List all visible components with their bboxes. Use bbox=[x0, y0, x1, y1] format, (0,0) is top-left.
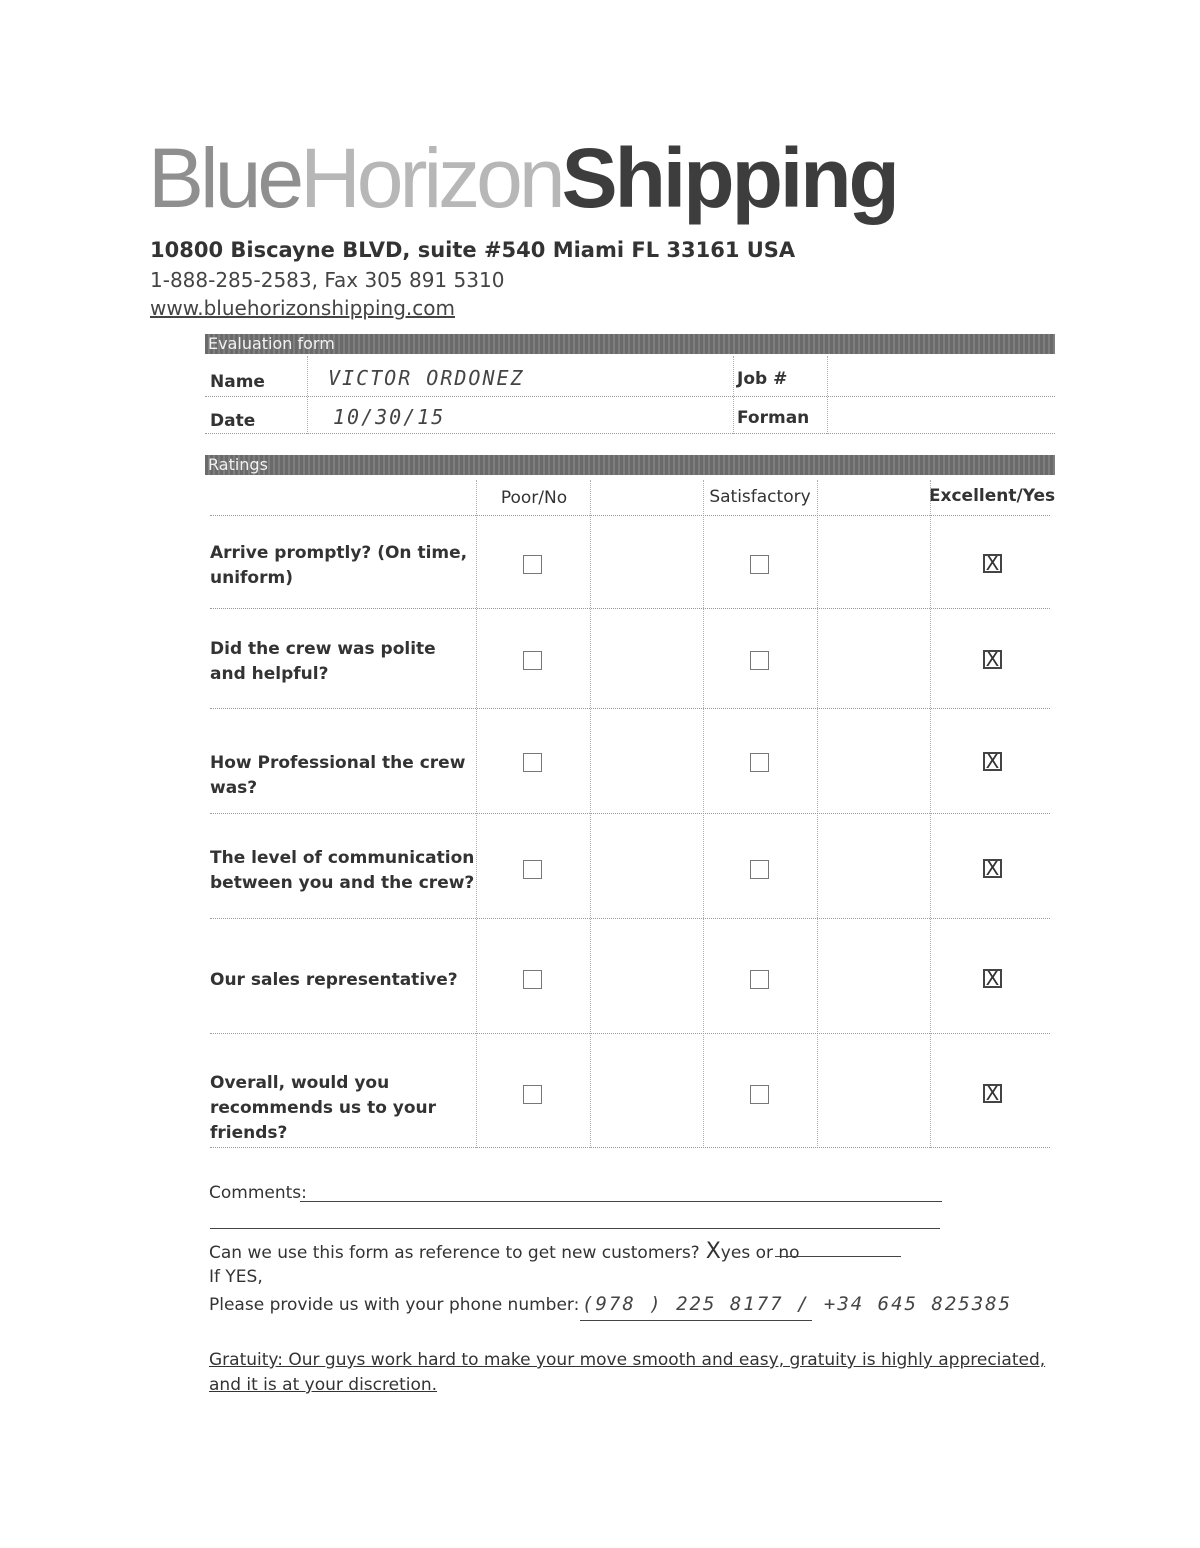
logo-part-shipping: Shipping bbox=[561, 131, 897, 225]
date-label: Date bbox=[210, 411, 256, 431]
table-divider bbox=[817, 480, 818, 1148]
table-divider bbox=[210, 1033, 1050, 1034]
table-divider bbox=[210, 813, 1050, 814]
reference-question-line bbox=[209, 1239, 800, 1264]
date-value[interactable]: 10/30/15 bbox=[333, 405, 446, 429]
checkbox-satisfactory[interactable] bbox=[750, 651, 769, 670]
checkbox-satisfactory[interactable] bbox=[750, 1085, 769, 1104]
checkbox-satisfactory[interactable] bbox=[750, 555, 769, 574]
question-professional: How Professional the crew was? bbox=[210, 753, 466, 798]
question-sales-rep: Our sales representative? bbox=[210, 970, 458, 990]
checkbox-poor[interactable] bbox=[523, 860, 542, 879]
checkbox-poor[interactable] bbox=[523, 651, 542, 670]
table-divider bbox=[930, 480, 931, 1148]
table-divider bbox=[210, 608, 1050, 609]
gratuity-note: Gratuity: Our guys work hard to make your move smooth and easy, gratuity is highly appreciated, and it is at your discretion. bbox=[209, 1350, 1046, 1395]
table-divider bbox=[703, 480, 704, 1148]
checkbox-excellent[interactable]: X bbox=[983, 1084, 1002, 1103]
question-arrive-promptly: Arrive promptly? (On time, uniform) bbox=[210, 543, 468, 588]
column-header-excellent: Excellent/Yes bbox=[928, 486, 1056, 506]
column-header-poor: Poor/No bbox=[500, 488, 568, 508]
reference-mark[interactable]: X bbox=[705, 1239, 721, 1264]
phone-value[interactable]: (978 ) 225 8177 / +34 645 825385 bbox=[582, 1293, 1013, 1315]
table-divider bbox=[476, 480, 477, 1148]
phone-prompt: Please provide us with your phone number: bbox=[209, 1295, 580, 1315]
phone-line bbox=[580, 1320, 812, 1321]
company-website[interactable]: www.bluehorizonshipping.com bbox=[150, 296, 455, 320]
table-divider bbox=[210, 515, 1050, 516]
ratings-bar: Ratings bbox=[205, 455, 1055, 475]
question-communication: The level of communication between you and the crew? bbox=[210, 848, 475, 893]
form-divider bbox=[827, 356, 828, 434]
checkbox-excellent[interactable]: X bbox=[983, 554, 1002, 573]
comments-label: Comments: bbox=[209, 1183, 307, 1203]
form-divider bbox=[205, 433, 1055, 434]
company-address: 10800 Biscayne BLVD, suite #540 Miami FL 33161 USA bbox=[150, 238, 796, 262]
if-yes-label: If YES, bbox=[209, 1267, 263, 1287]
company-logo bbox=[148, 130, 897, 230]
checkbox-satisfactory[interactable] bbox=[750, 970, 769, 989]
logo-part-horizon: Horizon bbox=[300, 131, 562, 225]
table-divider bbox=[210, 1147, 1050, 1148]
form-divider bbox=[733, 356, 734, 434]
reference-options: yes or no bbox=[720, 1243, 800, 1263]
form-divider bbox=[307, 356, 308, 434]
checkbox-satisfactory[interactable] bbox=[750, 860, 769, 879]
logo-part-blue: Blue bbox=[148, 131, 301, 225]
table-divider bbox=[210, 918, 1050, 919]
table-divider bbox=[590, 480, 591, 1148]
comments-line[interactable] bbox=[300, 1201, 942, 1202]
name-label: Name bbox=[210, 372, 265, 392]
foreman-label: Forman bbox=[737, 408, 810, 428]
reference-no-line[interactable] bbox=[775, 1256, 901, 1257]
form-divider bbox=[205, 396, 1055, 397]
company-phone-fax: 1-888-285-2583, Fax 305 891 5310 bbox=[150, 268, 505, 292]
evaluation-form-bar: Evaluation form bbox=[205, 334, 1055, 354]
checkbox-excellent[interactable]: X bbox=[983, 859, 1002, 878]
checkbox-excellent[interactable]: X bbox=[983, 650, 1002, 669]
question-crew-polite: Did the crew was polite and helpful? bbox=[210, 639, 436, 684]
checkbox-poor[interactable] bbox=[523, 970, 542, 989]
checkbox-excellent[interactable]: X bbox=[983, 969, 1002, 988]
column-header-satisfactory: Satisfactory bbox=[709, 487, 811, 507]
reference-question: Can we use this form as reference to get new customers? bbox=[209, 1243, 700, 1263]
name-value[interactable]: VICTOR ORDONEZ bbox=[328, 366, 525, 390]
checkbox-poor[interactable] bbox=[523, 555, 542, 574]
table-divider bbox=[210, 708, 1050, 709]
checkbox-excellent[interactable]: X bbox=[983, 752, 1002, 771]
job-label: Job # bbox=[737, 369, 788, 389]
question-recommend: Overall, would you recommends us to your friends? bbox=[210, 1073, 437, 1143]
checkbox-satisfactory[interactable] bbox=[750, 753, 769, 772]
comments-line[interactable] bbox=[210, 1228, 940, 1229]
checkbox-poor[interactable] bbox=[523, 753, 542, 772]
checkbox-poor[interactable] bbox=[523, 1085, 542, 1104]
